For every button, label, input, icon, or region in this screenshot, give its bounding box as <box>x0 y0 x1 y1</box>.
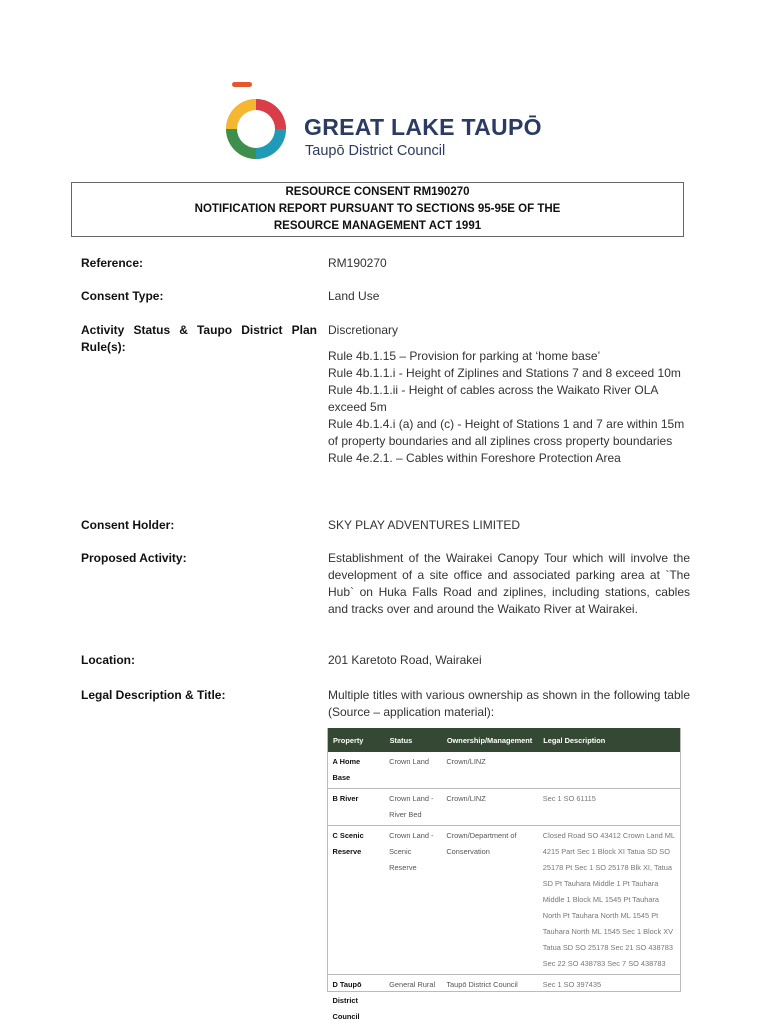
heading-line-2: NOTIFICATION REPORT PURSUANT TO SECTIONS 95-95E OF THE <box>72 201 683 218</box>
table-row <box>328 826 681 975</box>
legal-description-value: Multiple titles with various ownership as shown in the following table (Source – application material): <box>328 687 690 721</box>
logo-subtitle: Taupō District Council <box>305 143 445 159</box>
title-table <box>327 728 681 1027</box>
table-cell: Closed Road SO 43412 Crown Land ML 4215 Part Sec 1 Block XI Tatua SD SO 25178 Pt Sec 1 SO 25178 Blk XI, Tatua SD Pt Tauhara Middle 1 Pt Tauhara Middle 1 Block ML 1545 Pt Tauhara North Pt Tauhara North ML 1545 Pt Tauhara North ML 1545 Sec 1 Block XV Tatua SD SO 25178 Sec 21 SO 438783 Sec 22 SO 438783 Sec 7 SO 438783 <box>538 826 681 975</box>
table-row <box>328 752 681 789</box>
heading-line-1: RESOURCE CONSENT RM190270 <box>72 184 683 201</box>
table-cell: General Rural <box>384 975 441 1027</box>
logo-mark-icon <box>218 80 298 170</box>
legal-description-label: Legal Description & Title: <box>81 687 321 704</box>
rule-item: Rule 4e.2.1. – Cables within Foreshore Protection Area <box>328 450 690 467</box>
council-logo <box>218 80 538 170</box>
table-header-row <box>328 729 681 752</box>
table-row <box>328 789 681 826</box>
table-header: Ownership/Management <box>441 729 537 752</box>
location-label: Location: <box>81 652 321 669</box>
reference-label: Reference: <box>81 255 321 272</box>
table-cell: Sec 1 SO 397435 <box>538 975 681 1027</box>
table-cell: B River <box>328 789 385 826</box>
rule-item: Rule 4b.1.1.ii - Height of cables across the Waikato River OLA exceed 5m <box>328 382 690 416</box>
table-cell <box>538 752 681 789</box>
consent-holder-label: Consent Holder: <box>81 517 321 534</box>
table-cell: Crown Land <box>384 752 441 789</box>
table-cell: Crown/LINZ <box>441 789 537 826</box>
table-header: Property <box>328 729 385 752</box>
table-row <box>328 975 681 1027</box>
consent-type-value: Land Use <box>328 288 690 305</box>
reference-value: RM190270 <box>328 255 690 272</box>
table-cell: A Home Base <box>328 752 385 789</box>
activity-status-value <box>328 322 690 467</box>
proposed-activity-value: Establishment of the Wairakei Canopy Tour which will involve the development of a site office and associated parking area at `The Hub` on Huka Falls Road and ziplines, including stations, cables and tracks over and around the Waikato River at Wairakei. <box>328 550 690 618</box>
table-cell: Sec 1 SO 61115 <box>538 789 681 826</box>
rule-item: Rule 4b.1.4.i (a) and (c) - Height of Stations 1 and 7 are within 15m of property boundaries and all ziplines cross property boundaries <box>328 416 690 450</box>
location-value: 201 Karetoto Road, Wairakei <box>328 652 690 669</box>
table-cell: Crown Land - River Bed <box>384 789 441 826</box>
proposed-activity-label: Proposed Activity: <box>81 550 321 567</box>
table-cell: Crown Land - Scenic Reserve <box>384 826 441 975</box>
activity-status: Discretionary <box>328 322 690 339</box>
table-header: Status <box>384 729 441 752</box>
table-cell: C Scenic Reserve <box>328 826 385 975</box>
consent-holder-value: SKY PLAY ADVENTURES LIMITED <box>328 517 690 534</box>
report-heading <box>71 182 684 237</box>
table-cell: D Taupō District Council <box>328 975 385 1027</box>
heading-line-3: RESOURCE MANAGEMENT ACT 1991 <box>72 218 683 235</box>
logo-title: GREAT LAKE TAUPŌ <box>304 114 542 141</box>
rule-item: Rule 4b.1.1.i - Height of Ziplines and Stations 7 and 8 exceed 10m <box>328 365 690 382</box>
activity-status-label: Activity Status & Taupo District Plan Rule(s): <box>81 322 317 356</box>
consent-type-label: Consent Type: <box>81 288 321 305</box>
table-cell: Crown/LINZ <box>441 752 537 789</box>
rule-item: Rule 4b.1.15 – Provision for parking at ‘home base’ <box>328 348 690 365</box>
table-header: Legal Description <box>538 729 681 752</box>
table-cell: Crown/Department of Conservation <box>441 826 537 975</box>
table-cell: Taupō District Council <box>441 975 537 1027</box>
